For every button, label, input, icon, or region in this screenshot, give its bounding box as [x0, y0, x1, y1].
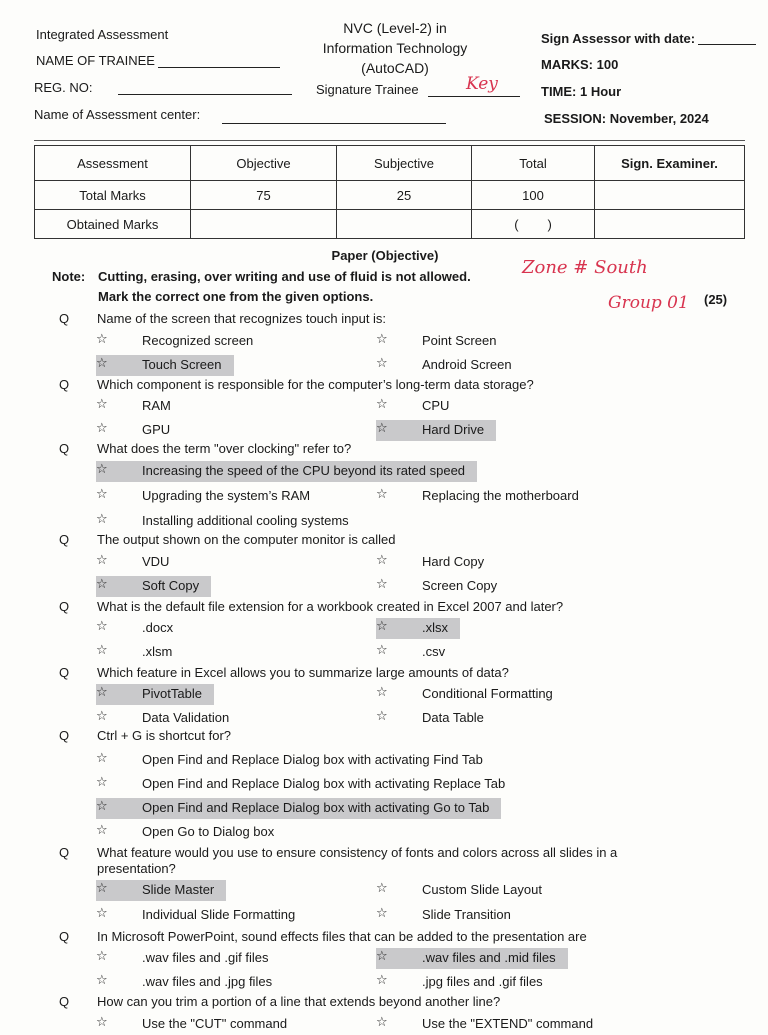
star-icon[interactable]: ☆ — [376, 973, 388, 988]
star-icon[interactable]: ☆ — [376, 421, 388, 436]
option-text: Slide Master — [142, 882, 215, 897]
header-cell-subjective: Subjective — [337, 146, 472, 181]
question-text: Ctrl + G is shortcut for? — [97, 728, 232, 743]
obtained-objective-cell[interactable] — [191, 210, 337, 239]
star-icon[interactable]: ☆ — [96, 775, 108, 790]
star-icon[interactable]: ☆ — [376, 553, 388, 568]
option-6-a[interactable] — [96, 684, 214, 705]
star-icon[interactable]: ☆ — [96, 332, 108, 347]
option-7-c[interactable] — [96, 798, 501, 819]
star-icon[interactable]: ☆ — [376, 619, 388, 634]
option-3-a[interactable] — [96, 461, 477, 482]
option-text: Increasing the speed of the CPU beyond its rated speed — [142, 463, 466, 478]
option-text: .jpg files and .gif files — [422, 974, 543, 989]
total-marks-label: Total Marks — [35, 181, 191, 210]
option-2-d[interactable] — [376, 420, 496, 441]
question-2 — [0, 375, 768, 397]
star-icon[interactable]: ☆ — [96, 577, 108, 592]
star-icon[interactable]: ☆ — [96, 881, 108, 896]
option-text: CPU — [422, 398, 450, 413]
question-3 — [0, 439, 768, 461]
time-label: TIME: 1 Hour — [541, 84, 622, 99]
star-icon[interactable]: ☆ — [376, 906, 388, 921]
option-text: Screen Copy — [422, 578, 498, 593]
sign-assessor-line[interactable] — [698, 44, 756, 45]
star-icon[interactable]: ☆ — [376, 356, 388, 371]
question-marker: Q — [59, 665, 70, 680]
star-icon[interactable]: ☆ — [96, 709, 108, 724]
question-4 — [0, 530, 768, 552]
option-text: Slide Transition — [422, 907, 511, 922]
obtained-total-cell[interactable]: ( ) — [472, 210, 595, 239]
question-text: Which component is responsible for the computer’s long-term data storage? — [97, 377, 534, 392]
option-text: Data Validation — [142, 710, 230, 725]
question-marker: Q — [59, 994, 70, 1009]
obtained-sign-cell[interactable] — [595, 210, 745, 239]
session-label: SESSION: November, 2024 — [544, 111, 709, 126]
star-icon[interactable]: ☆ — [96, 685, 108, 700]
marks-table — [34, 145, 745, 239]
note-line-1: Cutting, erasing, over writing and use of fluid is not allowed. — [98, 269, 471, 284]
question-6 — [0, 663, 768, 685]
question-9 — [0, 927, 768, 949]
header-cell-assessment: Assessment — [35, 146, 191, 181]
star-icon[interactable]: ☆ — [96, 1015, 108, 1030]
star-icon[interactable]: ☆ — [376, 577, 388, 592]
question-1 — [0, 309, 768, 331]
doc-title-line2: Information Technology — [322, 40, 468, 56]
paper-title: Paper (Objective) — [331, 248, 439, 263]
question-text: Which feature in Excel allows you to summarize large amounts of data? — [97, 665, 509, 680]
option-text: Recognized screen — [142, 333, 254, 348]
star-icon[interactable]: ☆ — [376, 685, 388, 700]
question-8 — [0, 843, 768, 876]
total-sign-cell[interactable] — [595, 181, 745, 210]
option-text: GPU — [142, 422, 171, 437]
option-9-b[interactable] — [376, 948, 568, 969]
option-text: .csv — [422, 644, 446, 659]
option-text: Android Screen — [422, 357, 512, 372]
star-icon[interactable]: ☆ — [96, 643, 108, 658]
star-icon[interactable]: ☆ — [376, 397, 388, 412]
doc-title-line3: (AutoCAD) — [361, 60, 429, 76]
option-5-b[interactable] — [376, 618, 460, 639]
star-icon[interactable]: ☆ — [376, 881, 388, 896]
question-marker: Q — [59, 532, 70, 547]
handwritten-zone: Zone # South — [522, 257, 648, 278]
star-icon[interactable]: ☆ — [96, 949, 108, 964]
option-text: Individual Slide Formatting — [142, 907, 296, 922]
star-icon[interactable]: ☆ — [96, 356, 108, 371]
assessment-center-line[interactable] — [222, 123, 446, 124]
option-text: Touch Screen — [142, 357, 222, 372]
paper-marks: (25) — [704, 292, 728, 307]
question-marker: Q — [59, 441, 70, 456]
option-text: Hard Drive — [422, 422, 485, 437]
header-cell-objective: Objective — [191, 146, 337, 181]
question-marker: Q — [59, 377, 70, 392]
question-7 — [0, 726, 768, 748]
option-4-c[interactable] — [96, 576, 211, 597]
option-text: Upgrading the system’s RAM — [142, 488, 311, 503]
option-text: Installing additional cooling systems — [142, 513, 349, 528]
trainee-name-line[interactable] — [158, 67, 280, 68]
star-icon[interactable]: ☆ — [376, 709, 388, 724]
option-text: .xlsm — [142, 644, 173, 659]
question-text: Name of the screen that recognizes touch input is: — [97, 311, 387, 326]
name-of-trainee-label: NAME OF TRAINEE — [36, 53, 155, 68]
question-text-continued: presentation? — [97, 861, 176, 876]
option-text: Data Table — [422, 710, 484, 725]
total-marks-row — [35, 181, 745, 210]
option-text: Use the "CUT" command — [142, 1016, 288, 1031]
star-icon[interactable]: ☆ — [96, 799, 108, 814]
question-text: What is the default file extension for a workbook created in Excel 2007 and later? — [97, 599, 564, 614]
marks-table-header-row — [35, 146, 745, 181]
option-text: .wav files and .jpg files — [142, 974, 273, 989]
signature-trainee-label: Signature Trainee — [316, 82, 419, 97]
option-text: Hard Copy — [422, 554, 485, 569]
obtained-marks-label: Obtained Marks — [35, 210, 191, 239]
option-text: .wav files and .gif files — [142, 950, 269, 965]
assessment-center-label: Name of Assessment center: — [34, 107, 201, 122]
option-text: Point Screen — [422, 333, 497, 348]
question-text: What does the term "over clocking" refer to? — [97, 441, 352, 456]
question-text: How can you trim a portion of a line that extends beyond another line? — [97, 994, 501, 1009]
star-icon[interactable]: ☆ — [96, 973, 108, 988]
option-text: Replacing the motherboard — [422, 488, 579, 503]
reg-no-label: REG. NO: — [34, 80, 93, 95]
header-cell-total: Total — [472, 146, 595, 181]
option-text: Open Find and Replace Dialog box with activating Replace Tab — [142, 776, 506, 791]
option-text: VDU — [142, 554, 170, 569]
header-cell-sign-examiner: Sign. Examiner. — [595, 146, 745, 181]
star-icon[interactable]: ☆ — [376, 643, 388, 658]
integrated-assessment-label: Integrated Assessment — [36, 27, 169, 42]
option-text: Open Find and Replace Dialog box with activating Find Tab — [142, 752, 483, 767]
question-5 — [0, 597, 768, 619]
total-subjective-value: 25 — [337, 181, 472, 210]
obtained-subjective-cell[interactable] — [337, 210, 472, 239]
star-icon[interactable]: ☆ — [376, 949, 388, 964]
star-icon[interactable]: ☆ — [96, 512, 108, 527]
star-icon[interactable]: ☆ — [96, 823, 108, 838]
obtained-marks-row — [35, 210, 745, 239]
star-icon[interactable]: ☆ — [376, 332, 388, 347]
question-marker: Q — [59, 845, 70, 860]
option-text: Custom Slide Layout — [422, 882, 542, 897]
option-text: Soft Copy — [142, 578, 200, 593]
star-icon[interactable]: ☆ — [376, 487, 388, 502]
star-icon[interactable]: ☆ — [96, 906, 108, 921]
handwritten-group: Group 01 — [608, 293, 689, 313]
star-icon[interactable]: ☆ — [376, 1015, 388, 1030]
option-1-c[interactable] — [96, 355, 234, 376]
option-text: Open Go to Dialog box — [142, 824, 275, 839]
note-line-2: Mark the correct one from the given options. — [98, 289, 374, 304]
total-objective-value: 75 — [191, 181, 337, 210]
option-text: .xlsx — [422, 620, 448, 635]
option-text: .wav files and .mid files — [422, 950, 556, 965]
sign-assessor-label: Sign Assessor with date: — [541, 31, 696, 46]
question-text: What feature would you use to ensure consistency of fonts and colors across all slides in a — [97, 845, 618, 860]
signature-trainee-line[interactable] — [428, 96, 520, 97]
handwritten-key-signature: Key — [466, 74, 498, 94]
reg-no-line[interactable] — [118, 94, 292, 95]
question-marker: Q — [59, 599, 70, 614]
header-divider — [34, 140, 745, 141]
note-label: Note: — [52, 269, 86, 284]
doc-title-line1: NVC (Level-2) in — [343, 20, 447, 36]
star-icon[interactable]: ☆ — [96, 397, 108, 412]
option-text: .docx — [142, 620, 174, 635]
option-text: PivotTable — [142, 686, 202, 701]
option-text: Open Find and Replace Dialog box with activating Go to Tab — [142, 800, 490, 815]
star-icon[interactable]: ☆ — [96, 462, 108, 477]
question-text: In Microsoft PowerPoint, sound effects files that can be added to the presentation are — [97, 929, 587, 944]
marks-label: MARKS: 100 — [541, 57, 619, 72]
question-text: The output shown on the computer monitor is called — [97, 532, 396, 547]
question-marker: Q — [59, 929, 70, 944]
question-marker: Q — [59, 728, 70, 743]
option-text: Use the "EXTEND" command — [422, 1016, 594, 1031]
star-icon[interactable]: ☆ — [96, 619, 108, 634]
star-icon[interactable]: ☆ — [96, 751, 108, 766]
total-total-value: 100 — [472, 181, 595, 210]
question-marker: Q — [59, 311, 70, 326]
star-icon[interactable]: ☆ — [96, 421, 108, 436]
option-text: RAM — [142, 398, 171, 413]
star-icon[interactable]: ☆ — [96, 553, 108, 568]
option-text: Conditional Formatting — [422, 686, 553, 701]
question-10 — [0, 992, 768, 1014]
star-icon[interactable]: ☆ — [96, 487, 108, 502]
option-8-a[interactable] — [96, 880, 226, 901]
